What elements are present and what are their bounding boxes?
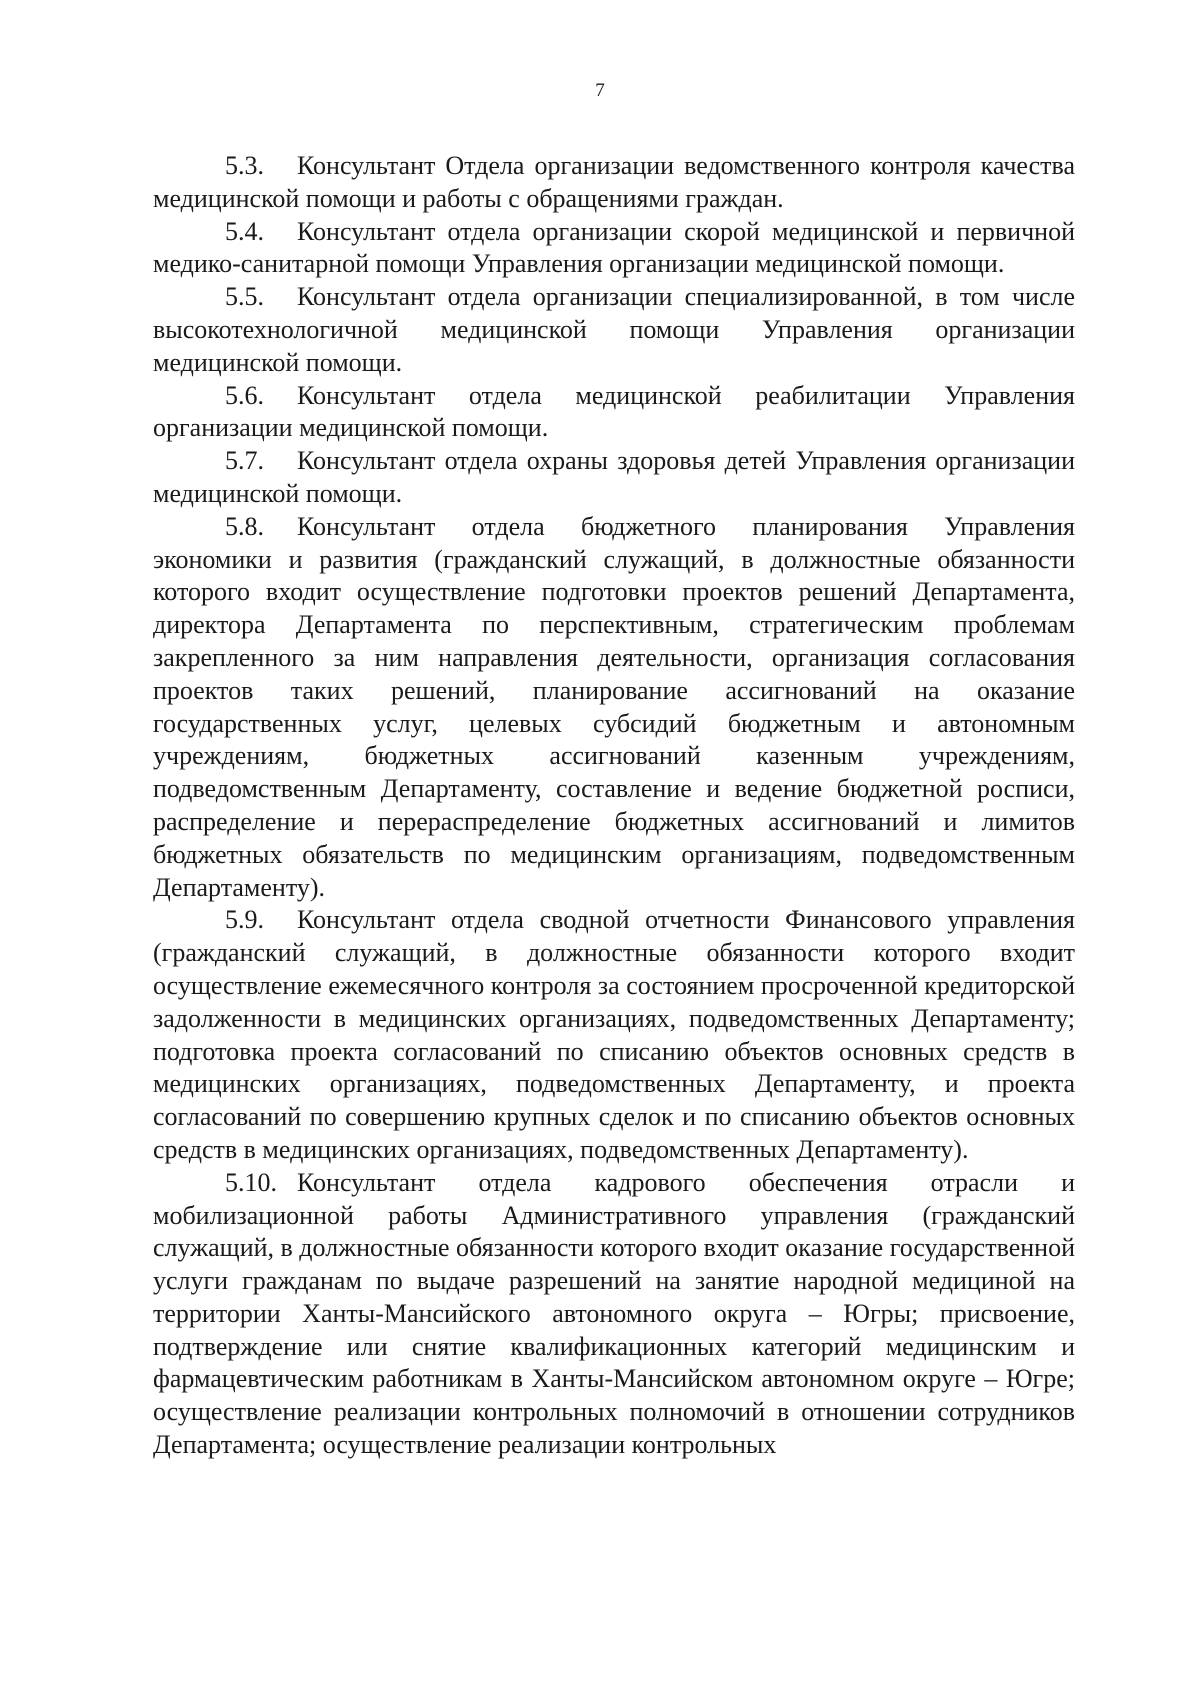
paragraph-5-10 — [153, 1167, 1075, 1462]
paragraph-number: 5.3. — [225, 151, 264, 180]
paragraph-5-9 — [153, 904, 1075, 1166]
page-number: 7 — [595, 80, 605, 101]
paragraph-text: Консультант отдела сводной отчетности Финансового управления (гражданский служащий, в должностные обязанности которого входит осуществление ежемесячного контроля за состоянием просроченной кредиторской задолженности в медицинских организациях, подведомственных Департаменту; подготовка проекта согласований по списанию объектов основных средств в медицинских организациях, подведомственных Департаменту, и проекта согласований по совершению крупных сделок и по списанию объектов основных средств в медицинских организациях, подведомственных Департаменту). — [153, 905, 1075, 1164]
paragraph-5-3 — [153, 150, 1075, 216]
paragraph-number: 5.8. — [225, 511, 264, 541]
paragraph-number: 5.6. — [225, 380, 264, 410]
paragraph-5-8 — [153, 511, 1075, 905]
paragraph-text: Консультант отдела охраны здоровья детей Управления организации медицинской помощи. — [153, 446, 1075, 508]
paragraph-number: 5.9. — [225, 905, 264, 935]
document-body — [153, 150, 1075, 1462]
paragraph-text: Консультант отдела организации скорой медицинской и первичной медико-санитарной помощи Управления организации медицинской помощи. — [153, 216, 1075, 279]
paragraph-number: 5.10. — [225, 1167, 277, 1197]
paragraph-text: Консультант Отдела организации ведомственного контроля качества медицинской помощи и работы с обращениями граждан. — [153, 151, 1075, 213]
paragraph-number: 5.4. — [225, 216, 264, 246]
paragraph-text: Консультант отдела бюджетного планирования Управления экономики и развития (гражданский служащий, в должностные обязанности которого входит осуществление подготовки проектов решений Департамента, директора Департамента по перспективным, стратегическим проблемам закрепленного за ним направления деятельности, организация согласования проектов таких решений, планирование ассигнований на оказание государственных услуг, целевых субсидий бюджетным и автономным учреждениям, бюджетных ассигнований казенным учреждениям, подведомственным Департаменту, составление и ведение бюджетной росписи, распределение и перераспределение бюджетных ассигнований и лимитов бюджетных обязательств по медицинским организациям, подведомственным Департаменту). — [153, 511, 1075, 902]
paragraph-text: Консультант отдела кадрового обеспечения отрасли и мобилизационной работы Административного управления (гражданский служащий, в должностные обязанности которого входит оказание государственной услуги гражданам по выдаче разрешений на занятие народной медициной на территории Ханты-Мансийского автономного округа – Югры; присвоение, подтверждение или снятие квалификационных категорий медицинским и фармацевтическим работникам в Ханты-Мансийском автономном округе – Югре; осуществление реализации контрольных полномочий в отношении сотрудников Департамента; осуществление реализации контрольных — [153, 1167, 1075, 1460]
paragraph-5-7 — [153, 445, 1075, 511]
paragraph-5-5 — [153, 281, 1075, 379]
paragraph-number: 5.7. — [225, 446, 264, 476]
paragraph-5-4 — [153, 216, 1075, 282]
paragraph-text: Консультант отдела медицинской реабилитации Управления организации медицинской помощи. — [153, 380, 1075, 443]
paragraph-number: 5.5. — [225, 282, 264, 312]
paragraph-5-6 — [153, 380, 1075, 446]
paragraph-text: Консультант отдела организации специализированной, в том числе высокотехнологичной медицинской помощи Управления организации медицинской помощи. — [153, 282, 1075, 377]
